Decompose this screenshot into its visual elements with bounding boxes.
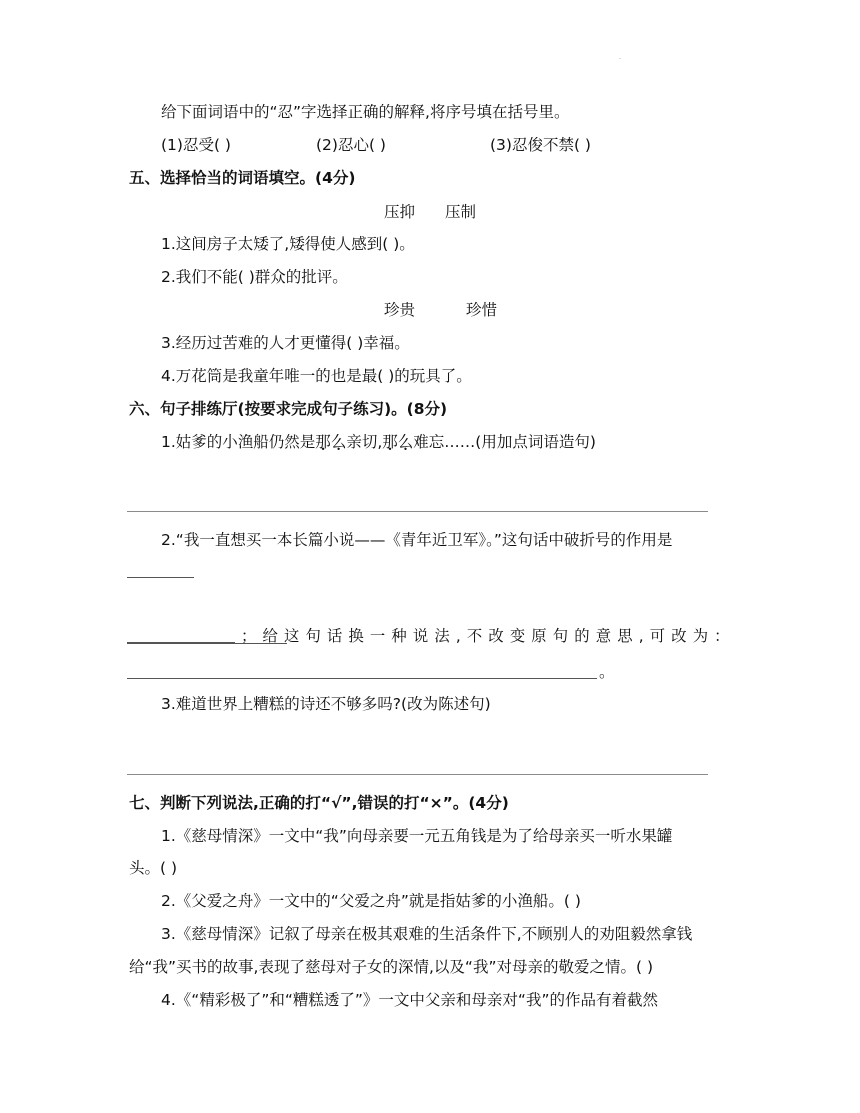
top-mark: · [619, 56, 621, 63]
answer-blank-long[interactable] [127, 678, 597, 679]
q1-text-post: 难忘……(用加点词语造句) [413, 433, 596, 451]
intro-item-3: (3)忍俊不禁( ) [490, 136, 591, 154]
sentence-end-mark: 。 [599, 663, 615, 681]
q1-text-mid: 亲切, [346, 433, 383, 451]
section-5-q3: 3.经历过苦难的人才更懂得( )幸福。 [161, 334, 410, 352]
section-5-q2: 2.我们不能( )群众的批评。 [161, 268, 348, 286]
section-5-q1: 1.这间房子太矮了,矮得使人感到( )。 [161, 235, 415, 253]
section-6-q2-line1: 2.“我一直想买一本长篇小说——《青年近卫军》。”这句话中破折号的作用是 [161, 531, 673, 549]
answer-blank[interactable] [127, 577, 194, 578]
section-7-heading: 七、判断下列说法,正确的打“√”,错误的打“×”。(4分) [129, 794, 509, 812]
q1-text-pre: 1.姑爹的小渔船仍然是 [161, 433, 316, 451]
section-7-s2: 2.《父爱之舟》一文中的“父爱之舟”就是指姑爹的小渔船。( ) [161, 892, 581, 910]
intro-item-2: (2)忍心( ) [316, 136, 386, 154]
answer-line[interactable] [127, 511, 708, 512]
emphasis-char: 么 [397, 433, 414, 451]
section-7-s3-line2: 给“我”买书的故事,表现了慈母对子女的深情,以及“我”对母亲的敬爱之情。( ) [129, 958, 653, 976]
section-6-q1 [161, 432, 596, 452]
section-7-s1-line1: 1.《慈母情深》一文中“我”向母亲要一元五角钱是为了给母亲买一听水果罐 [161, 827, 673, 845]
answer-blank-short[interactable] [127, 643, 287, 644]
answer-line[interactable] [127, 774, 708, 775]
intro-item-1: (1)忍受( ) [161, 136, 231, 154]
section-5-q4: 4.万花筒是我童年唯一的也是最( )的玩具了。 [161, 367, 472, 385]
emphasis-char: 那 [382, 433, 398, 451]
section-5-heading: 五、选择恰当的词语填空。(4分) [129, 169, 356, 187]
word-option-b2: 珍惜 [466, 301, 498, 319]
section-6-q2-line2: ；给这句话换一种说法,不改变原句的意思,可改为： [241, 627, 736, 645]
section-6-q3: 3.难道世界上糟糕的诗还不够多吗?(改为陈述句) [161, 695, 491, 713]
section-7-s3-line1: 3.《慈母情深》记叙了母亲在极其艰难的生活条件下,不顾别人的劝阻毅然拿钱 [161, 925, 693, 943]
section-7-s1-line2: 头。( ) [129, 859, 178, 877]
emphasis-char: 么 [330, 433, 347, 451]
section-6-heading: 六、句子排练厅(按要求完成句子练习)。(8分) [129, 400, 448, 418]
emphasis-char: 那 [315, 433, 331, 451]
intro-instruction: 给下面词语中的“忍”字选择正确的解释,将序号填在括号里。 [161, 103, 570, 121]
section-7-s4-line1: 4.《“精彩极了”和“糟糕透了”》一文中父亲和母亲对“我”的作品有着截然 [161, 991, 658, 1009]
word-option-a2: 压制 [445, 203, 477, 221]
word-option-a1: 压抑 [384, 203, 416, 221]
word-option-b1: 珍贵 [384, 301, 416, 319]
